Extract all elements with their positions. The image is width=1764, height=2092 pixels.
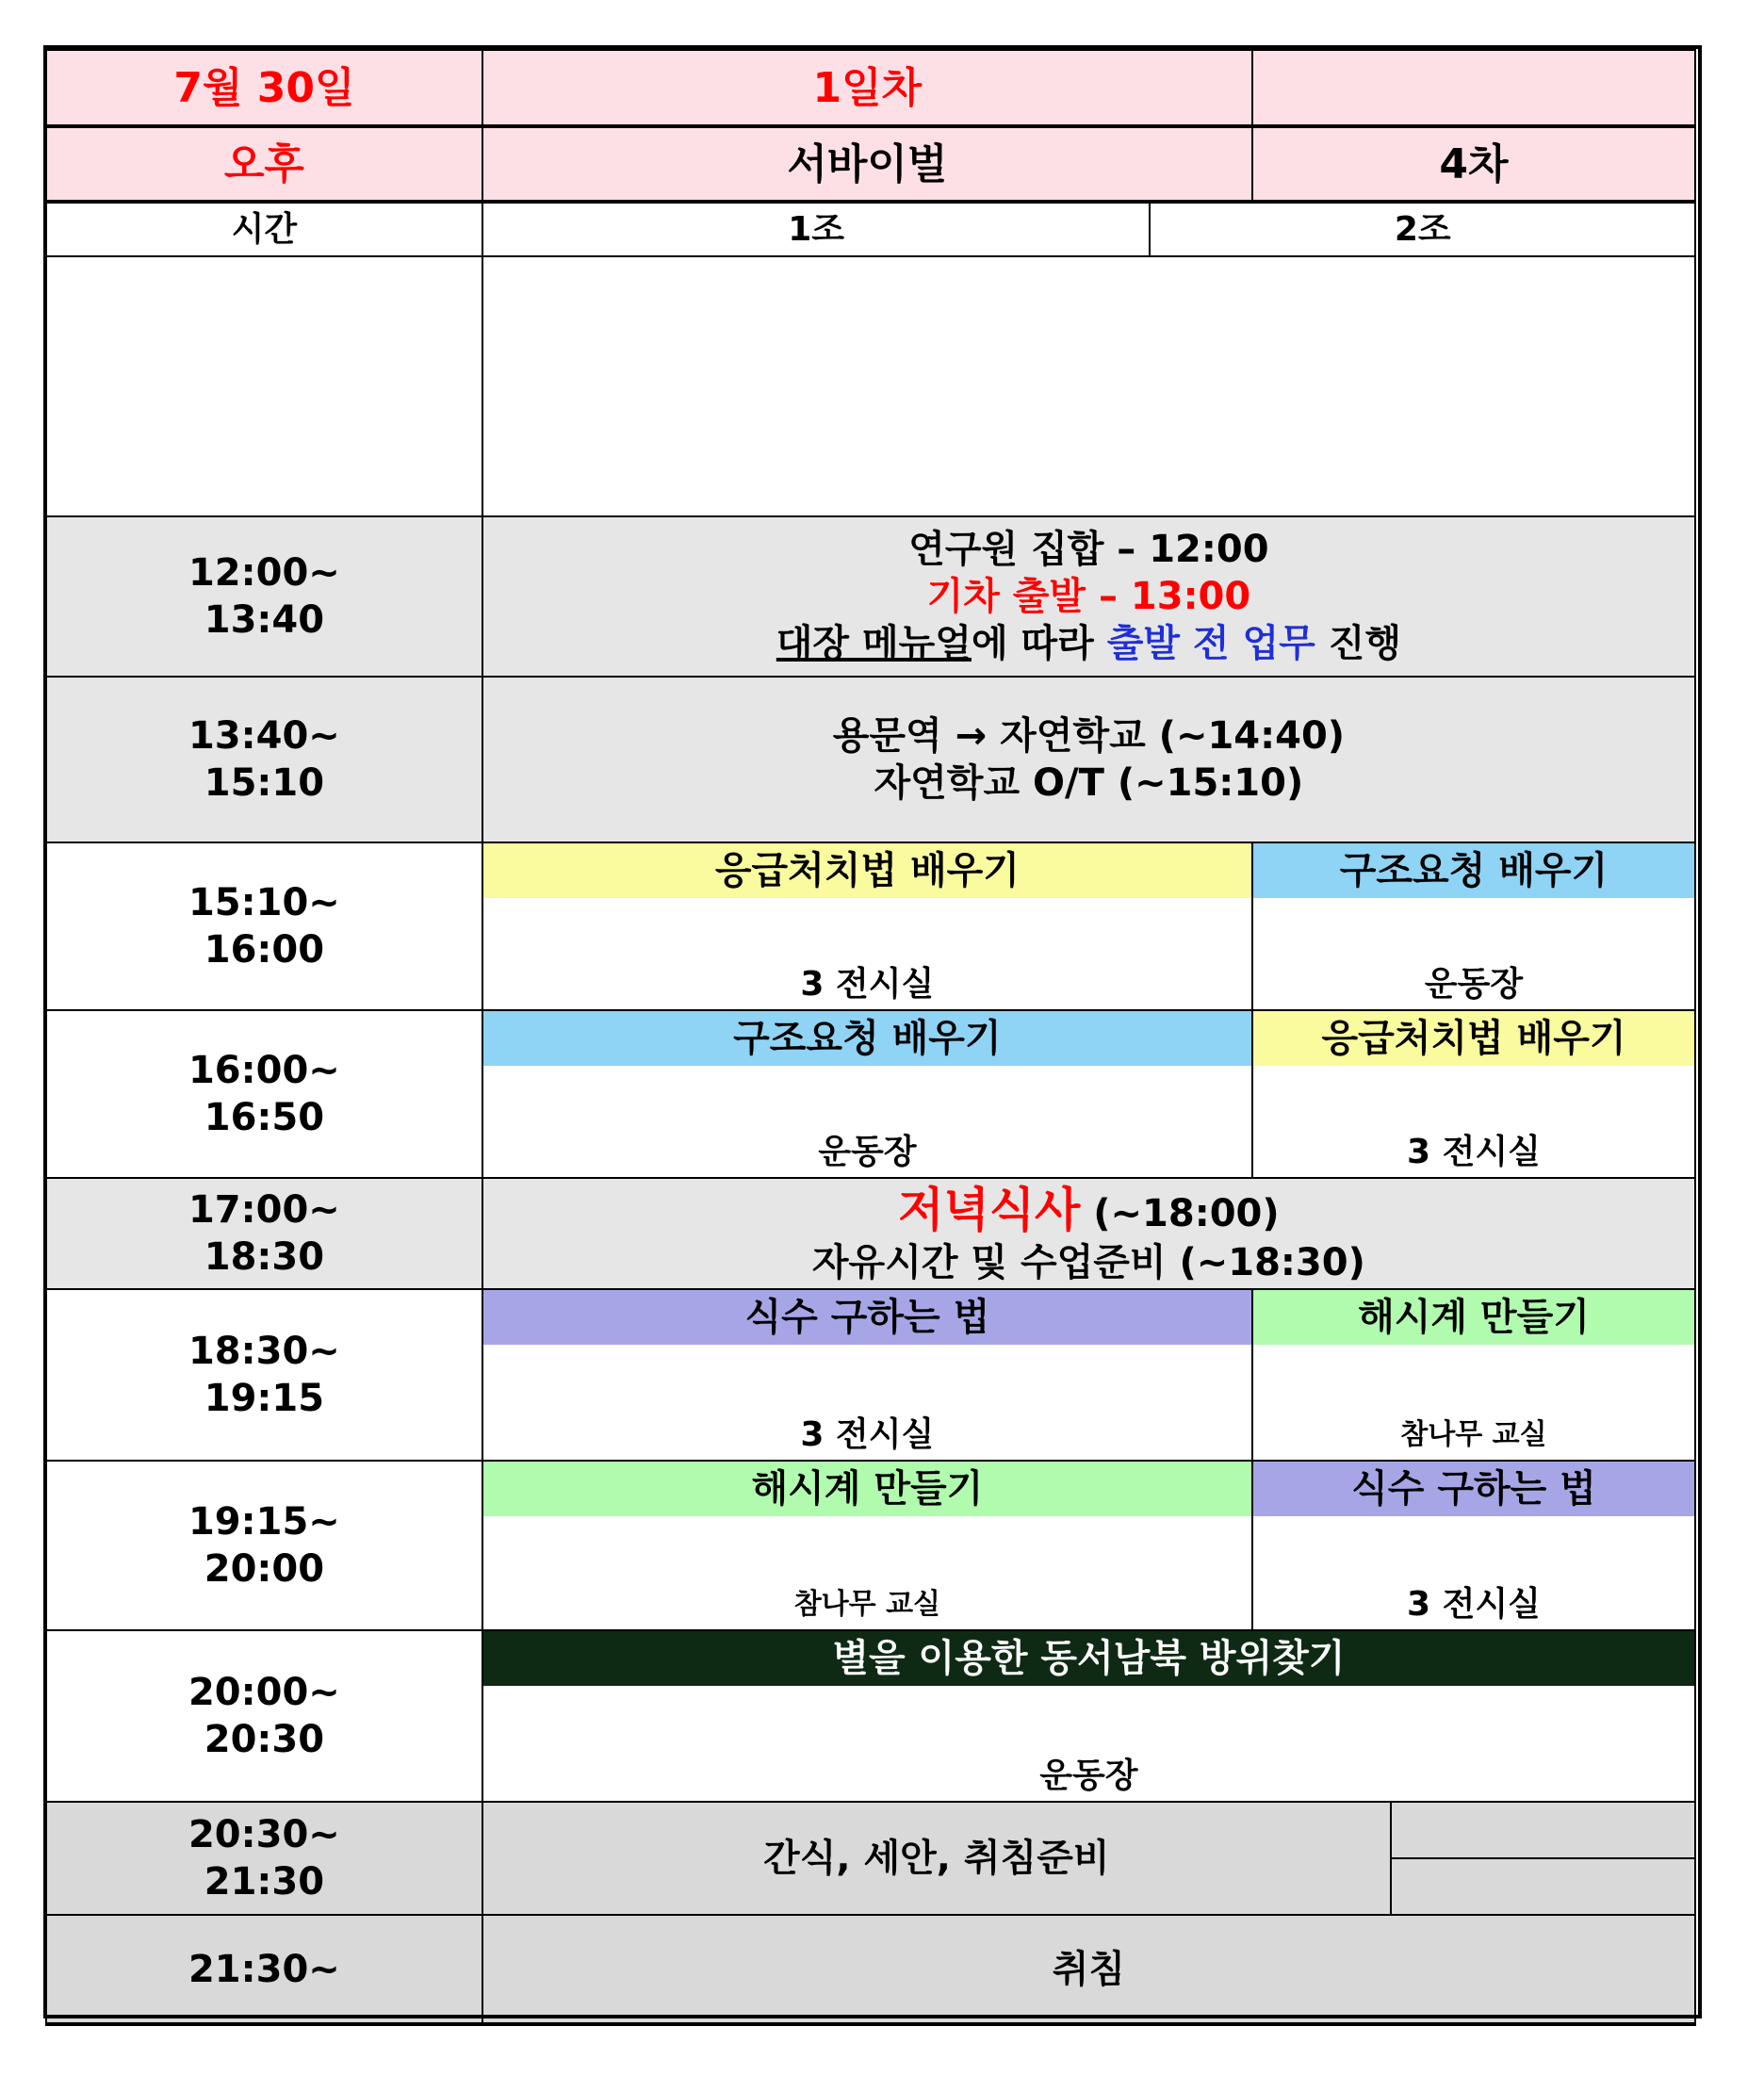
activity-location: 3 전시실 bbox=[800, 1415, 935, 1454]
transfer-cell bbox=[482, 677, 1695, 842]
time-start: 20:00~ bbox=[188, 1671, 340, 1714]
time-start: 21:30~ bbox=[188, 1947, 340, 1991]
date-cell: 7월 30일 bbox=[46, 49, 482, 126]
group2-column-header: 2조 bbox=[1150, 202, 1695, 256]
time-end: 13:40 bbox=[204, 598, 325, 642]
time-end: 20:30 bbox=[204, 1718, 325, 1761]
transfer-line bbox=[483, 712, 1694, 760]
activity-location: 운동장 bbox=[1424, 965, 1524, 1004]
time-start: 20:30~ bbox=[188, 1813, 340, 1856]
group1-activity bbox=[482, 1461, 1252, 1630]
group2-activity bbox=[1252, 1461, 1695, 1630]
prep-text: 간식, 세안, 취침준비 bbox=[483, 1803, 1392, 1914]
time-start: 17:00~ bbox=[188, 1188, 340, 1232]
time-cell bbox=[46, 1915, 482, 2024]
empty-time-cell bbox=[46, 256, 482, 516]
activity-location: 운동장 bbox=[818, 1133, 917, 1171]
dinner-cell bbox=[482, 1178, 1695, 1289]
time-end: 19:15 bbox=[204, 1377, 325, 1420]
gathering-line: 연구원 집합 – 12:00 bbox=[908, 528, 1269, 571]
program-cell: 서바이벌 bbox=[482, 126, 1252, 202]
free-time-line: 자유시간 및 수업준비 (~18:30) bbox=[811, 1241, 1365, 1285]
time-end: 16:00 bbox=[204, 928, 325, 972]
time-start: 12:00~ bbox=[188, 551, 340, 595]
time-cell bbox=[46, 1802, 482, 1915]
activity-title: 구조요청 배우기 bbox=[483, 1011, 1251, 1066]
time-end: 20:00 bbox=[204, 1547, 325, 1591]
pre-departure-task-text: 출발 전 업무 bbox=[1106, 622, 1315, 665]
time-end: 15:10 bbox=[204, 761, 325, 805]
time-cell bbox=[46, 1461, 482, 1630]
prep-side-cell-bottom bbox=[1392, 1857, 1694, 1914]
dinner-text: 저녁식사 bbox=[898, 1182, 1081, 1237]
time-start: 16:00~ bbox=[188, 1049, 340, 1092]
activity-title: 응급처치법 배우기 bbox=[483, 843, 1251, 898]
pre-departure-line bbox=[483, 620, 1694, 667]
activity-location: 운동장 bbox=[1039, 1757, 1138, 1795]
right-arrow-icon: → bbox=[955, 714, 988, 758]
group2-activity bbox=[1252, 1010, 1695, 1178]
group1-activity bbox=[482, 1010, 1252, 1178]
activity-title: 해시계 만들기 bbox=[483, 1462, 1251, 1516]
group2-activity bbox=[1252, 842, 1695, 1010]
time-start: 13:40~ bbox=[188, 714, 340, 758]
blank-header-cell bbox=[1252, 49, 1695, 126]
line-text: 진행 bbox=[1315, 622, 1401, 665]
time-cell bbox=[46, 516, 482, 677]
activity-title: 응급처치법 배우기 bbox=[1253, 1011, 1694, 1066]
time-end: 21:30 bbox=[204, 1860, 325, 1904]
time-start: 19:15~ bbox=[188, 1500, 340, 1544]
dinner-time-text: (~18:00) bbox=[1080, 1191, 1280, 1235]
period-cell: 오후 bbox=[46, 126, 482, 202]
time-end: 16:50 bbox=[204, 1096, 325, 1139]
group1-activity bbox=[482, 1289, 1252, 1461]
group1-activity bbox=[482, 842, 1252, 1010]
time-cell bbox=[46, 677, 482, 842]
round-cell: 4차 bbox=[1252, 126, 1695, 202]
time-cell bbox=[46, 1178, 482, 1289]
prep-side-cell-top bbox=[1392, 1803, 1694, 1857]
activity-location: 참나무 교실 bbox=[793, 1587, 941, 1621]
dinner-line bbox=[483, 1181, 1694, 1240]
gathering-cell bbox=[482, 516, 1695, 677]
time-end: 18:30 bbox=[204, 1235, 325, 1279]
prep-side-cells bbox=[1392, 1803, 1694, 1914]
activity-title: 별을 이용한 동서남북 방위찾기 bbox=[483, 1631, 1694, 1686]
activity-title: 식수 구하는 법 bbox=[483, 1290, 1251, 1345]
orientation-line: 자연학교 O/T (~15:10) bbox=[874, 761, 1304, 805]
prep-cell bbox=[482, 1802, 1695, 1915]
group2-activity bbox=[1252, 1289, 1695, 1461]
sleep-cell: 취침 bbox=[482, 1915, 1695, 2024]
time-column-header: 시간 bbox=[46, 202, 482, 256]
activity-location: 3 전시실 bbox=[1407, 1585, 1541, 1624]
time-cell bbox=[46, 842, 482, 1010]
day-cell: 1일차 bbox=[482, 49, 1252, 126]
time-start: 18:30~ bbox=[188, 1330, 340, 1373]
time-cell bbox=[46, 1010, 482, 1178]
activity-title: 구조요청 배우기 bbox=[1253, 843, 1694, 898]
activity-location: 3 전시실 bbox=[1407, 1133, 1541, 1171]
schedule-table bbox=[45, 47, 1696, 2026]
line-text: 에 따라 bbox=[971, 622, 1107, 665]
to-text: 자연학교 (~14:40) bbox=[1000, 714, 1346, 758]
train-departure-line: 기차 출발 – 13:00 bbox=[926, 575, 1251, 618]
time-start: 15:10~ bbox=[188, 881, 340, 924]
empty-content-cell bbox=[482, 256, 1695, 516]
group1-column-header: 1조 bbox=[482, 202, 1151, 256]
time-cell bbox=[46, 1289, 482, 1461]
activity-title: 식수 구하는 법 bbox=[1253, 1462, 1694, 1516]
activity-location: 3 전시실 bbox=[800, 965, 935, 1004]
stargazing-activity bbox=[482, 1630, 1695, 1802]
leader-manual-text: 대장 메뉴얼 bbox=[776, 622, 972, 665]
from-text: 용문역 bbox=[832, 714, 942, 758]
activity-title: 해시계 만들기 bbox=[1253, 1290, 1694, 1345]
time-cell bbox=[46, 1630, 482, 1802]
activity-location: 참나무 교실 bbox=[1400, 1417, 1547, 1451]
